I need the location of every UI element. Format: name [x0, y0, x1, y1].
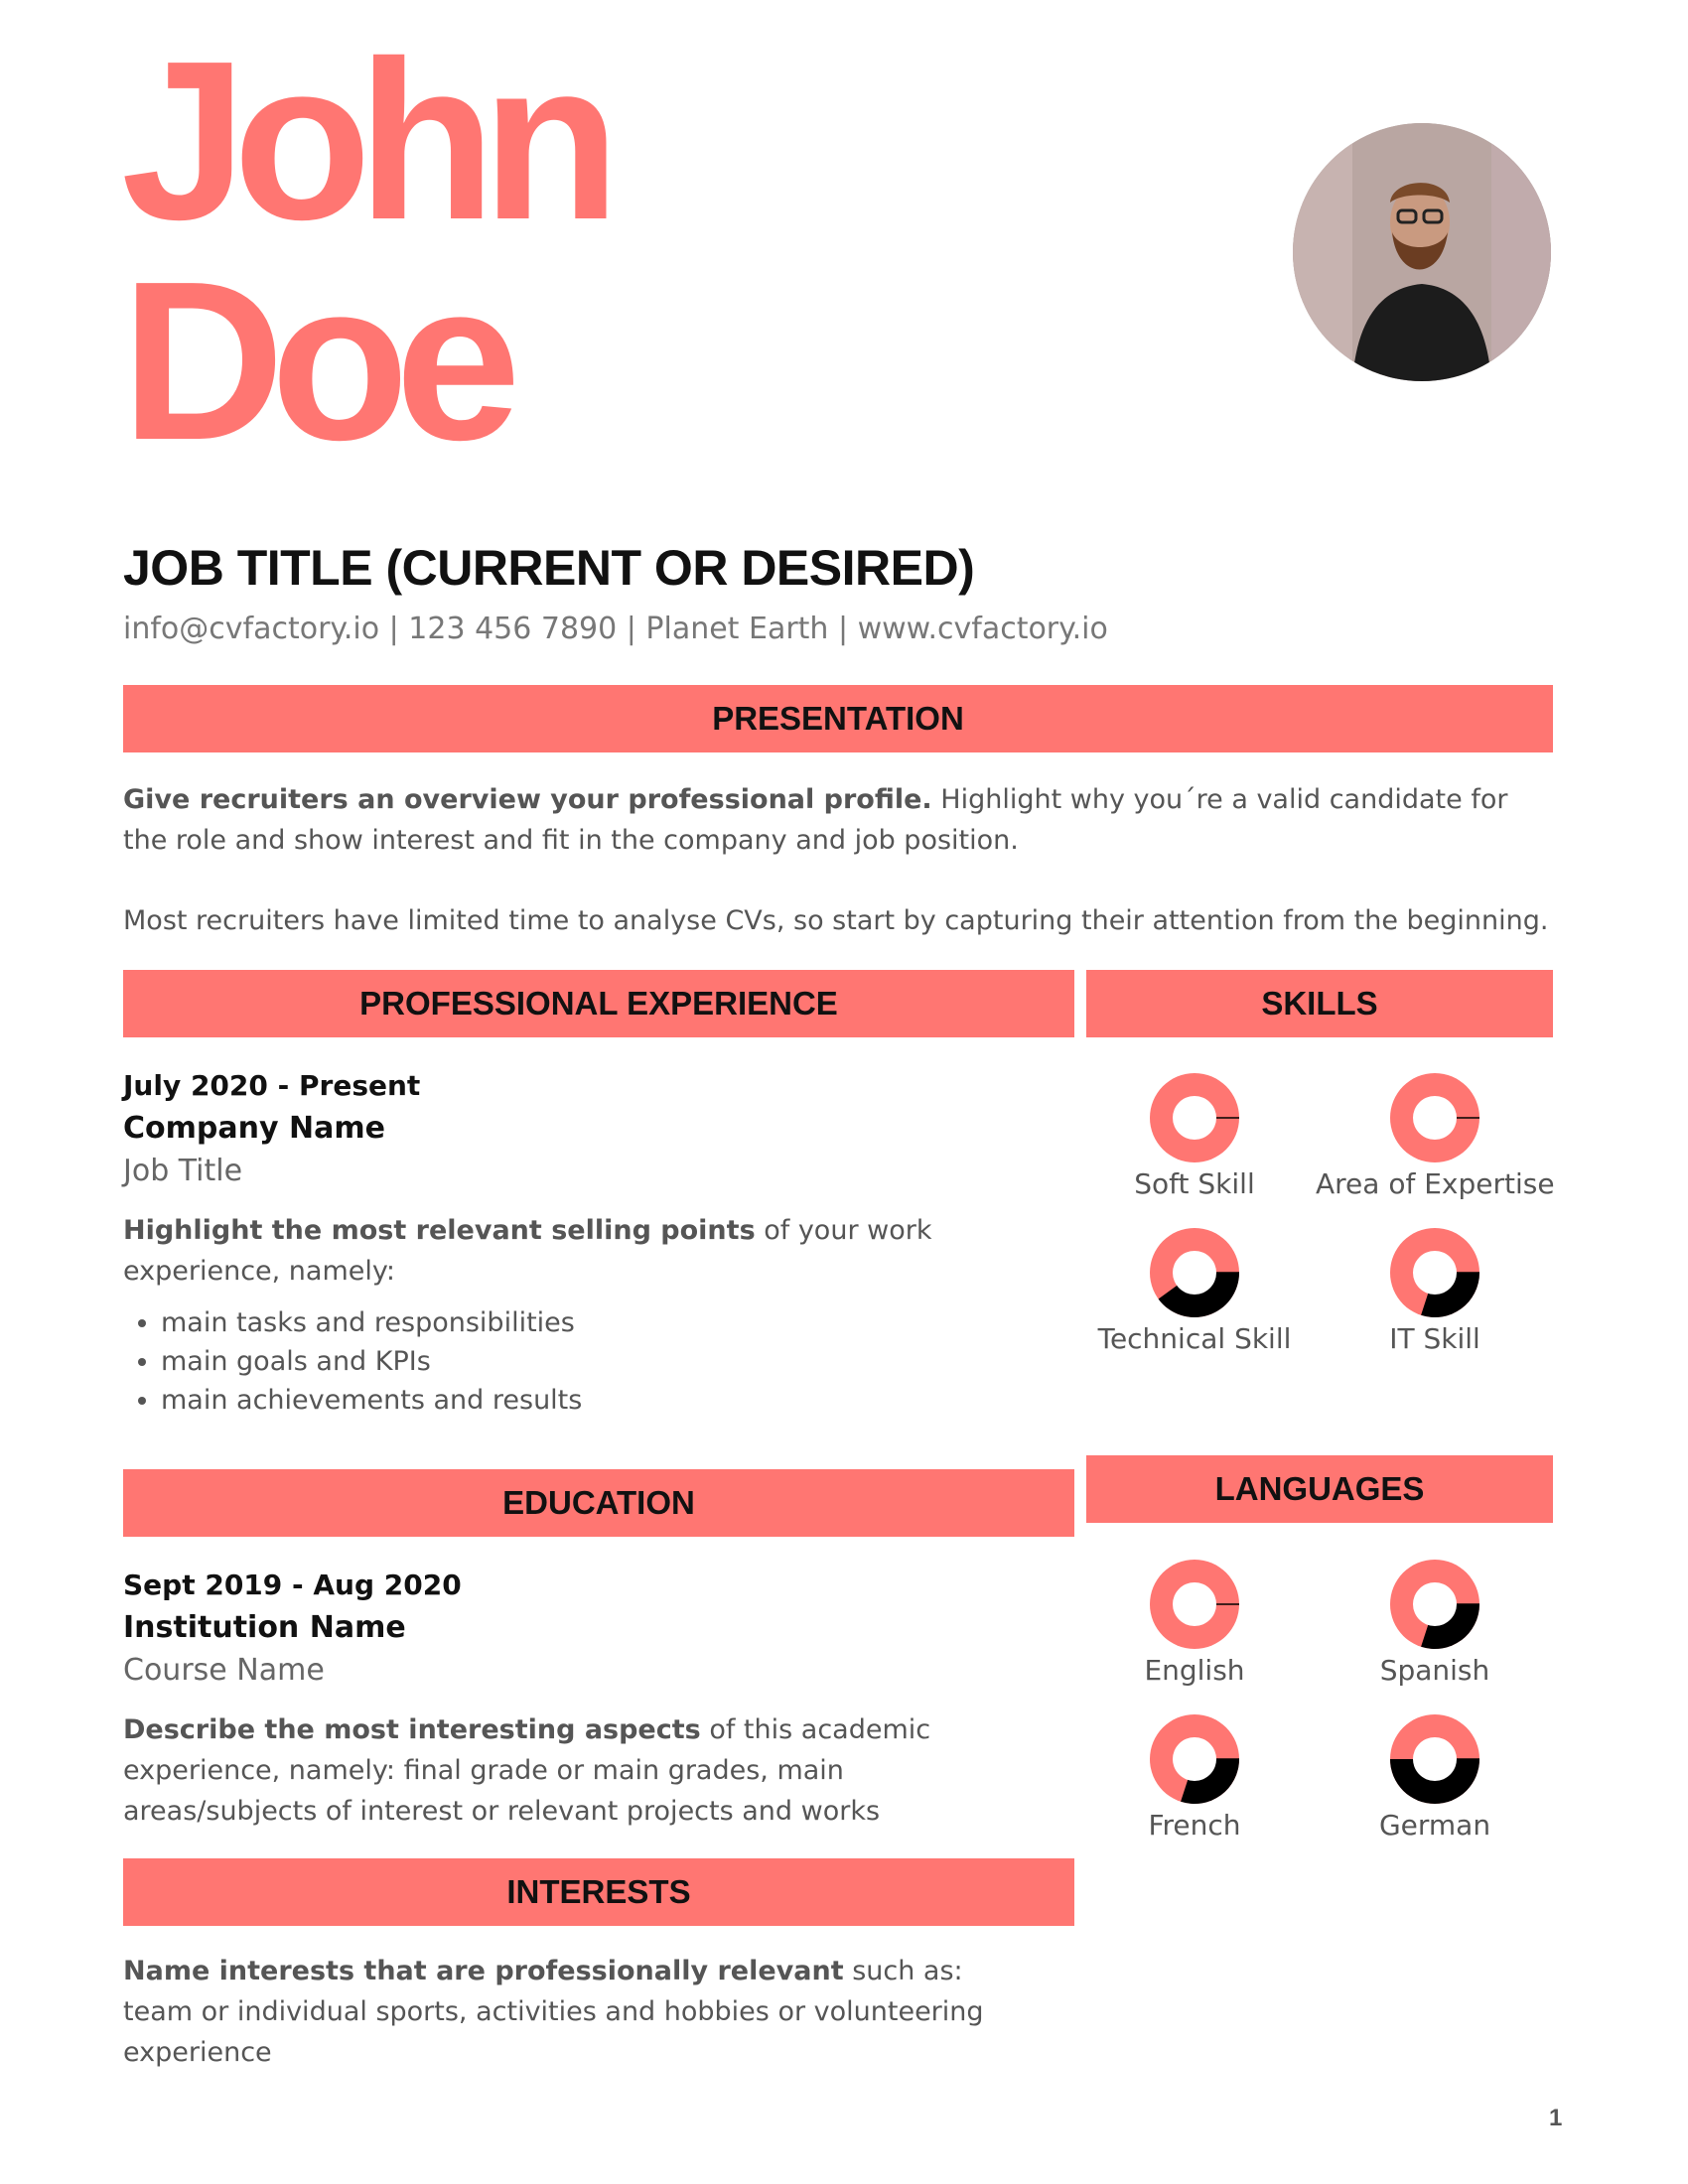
- education-bold: Describe the most interesting aspects: [123, 1714, 701, 1745]
- interests-rest: such as: team or individual sports, activities and hobbies or volunteering experience: [123, 1956, 984, 2068]
- donut-hole: [1413, 1251, 1457, 1295]
- institution-name: Institution Name: [123, 1610, 406, 1645]
- skills-heading: SKILLS: [1086, 970, 1553, 1037]
- skill-label: Technical Skill: [1097, 1322, 1292, 1355]
- first-name: John: [121, 15, 607, 267]
- skill-label: Area of Expertise: [1316, 1167, 1555, 1200]
- education-heading: EDUCATION: [123, 1469, 1074, 1537]
- languages-heading: LANGUAGES: [1086, 1455, 1553, 1523]
- skill-expertise: [1316, 1072, 1554, 1200]
- education-section: [123, 1564, 1017, 1832]
- skill-technical: [1075, 1227, 1314, 1355]
- experience-rest: of your work experience, namely:: [123, 1215, 932, 1287]
- experience-role: Job Title: [123, 1154, 243, 1188]
- experience-dates: July 2020 - Present: [123, 1069, 421, 1102]
- donut-hole: [1173, 1737, 1216, 1781]
- profile-photo: [1293, 123, 1551, 381]
- last-name: Doe: [121, 235, 507, 487]
- experience-bullets: [123, 1303, 1017, 1420]
- list-item: • main achievements and results: [161, 1381, 1017, 1420]
- language-label: German: [1378, 1809, 1491, 1842]
- skill-label: IT Skill: [1389, 1322, 1480, 1355]
- company-name: Company Name: [123, 1111, 385, 1146]
- education-rest: of this academic experience, namely: final grade or main grades, main areas/subjects of interest or relevant projects and works: [123, 1714, 931, 1827]
- language-english: [1075, 1559, 1314, 1687]
- education-dates: Sept 2019 - Aug 2020: [123, 1569, 462, 1601]
- job-title: JOB TITLE (CURRENT OR DESIRED): [123, 540, 975, 596]
- language-spanish: [1316, 1559, 1554, 1687]
- skill-label: Soft Skill: [1134, 1167, 1255, 1200]
- list-item: • main goals and KPIs: [161, 1342, 1017, 1381]
- language-label: English: [1144, 1654, 1245, 1687]
- presentation-paragraph-2: Most recruiters have limited time to analyse CVs, so start by capturing their attention from the beginning.: [123, 905, 1549, 936]
- interests-heading: INTERESTS: [123, 1858, 1074, 1926]
- skill-level-donut: [1149, 1072, 1240, 1163]
- language-french: [1075, 1713, 1314, 1842]
- donut-hole: [1413, 1096, 1457, 1140]
- education-description: [123, 1709, 1017, 1832]
- interests-description: [123, 1951, 1017, 2073]
- skill-level-donut: [1389, 1227, 1480, 1318]
- language-level-donut: [1149, 1713, 1240, 1805]
- presentation-text: [123, 779, 1553, 941]
- language-level-donut: [1389, 1559, 1480, 1650]
- language-label: Spanish: [1379, 1654, 1490, 1687]
- language-label: French: [1148, 1809, 1241, 1842]
- presentation-paragraph-1: [123, 779, 1553, 861]
- presentation-bold: Give recruiters an overview your professional profile.: [123, 784, 932, 815]
- page-number: 1: [1549, 2105, 1563, 2131]
- interests-bold: Name interests that are professionally relevant: [123, 1956, 844, 1986]
- interests-section: [123, 1951, 1017, 2073]
- language-level-donut: [1149, 1559, 1240, 1650]
- donut-hole: [1173, 1251, 1216, 1295]
- donut-hole: [1413, 1737, 1457, 1781]
- skill-level-donut: [1389, 1072, 1480, 1163]
- presentation-heading: PRESENTATION: [123, 685, 1553, 752]
- donut-hole: [1173, 1582, 1216, 1626]
- language-german: [1316, 1713, 1554, 1842]
- skill-level-donut: [1149, 1227, 1240, 1318]
- presentation-rest: Highlight why you´re a valid candidate for the role and show interest and fit in the company and job position.: [123, 784, 1508, 856]
- skill-soft: [1075, 1072, 1314, 1200]
- language-level-donut: [1389, 1713, 1480, 1805]
- donut-hole: [1173, 1096, 1216, 1140]
- donut-hole: [1413, 1582, 1457, 1626]
- experience-description: [123, 1210, 1017, 1292]
- course-name: Course Name: [123, 1653, 325, 1688]
- contact-info: info@cvfactory.io | 123 456 7890 | Planet Earth | www.cvfactory.io: [123, 612, 1108, 646]
- experience-section: [123, 1064, 1017, 1420]
- skill-it: [1316, 1227, 1554, 1355]
- list-item: • main tasks and responsibilities: [161, 1303, 1017, 1342]
- experience-heading: PROFESSIONAL EXPERIENCE: [123, 970, 1074, 1037]
- experience-bold: Highlight the most relevant selling points: [123, 1215, 756, 1246]
